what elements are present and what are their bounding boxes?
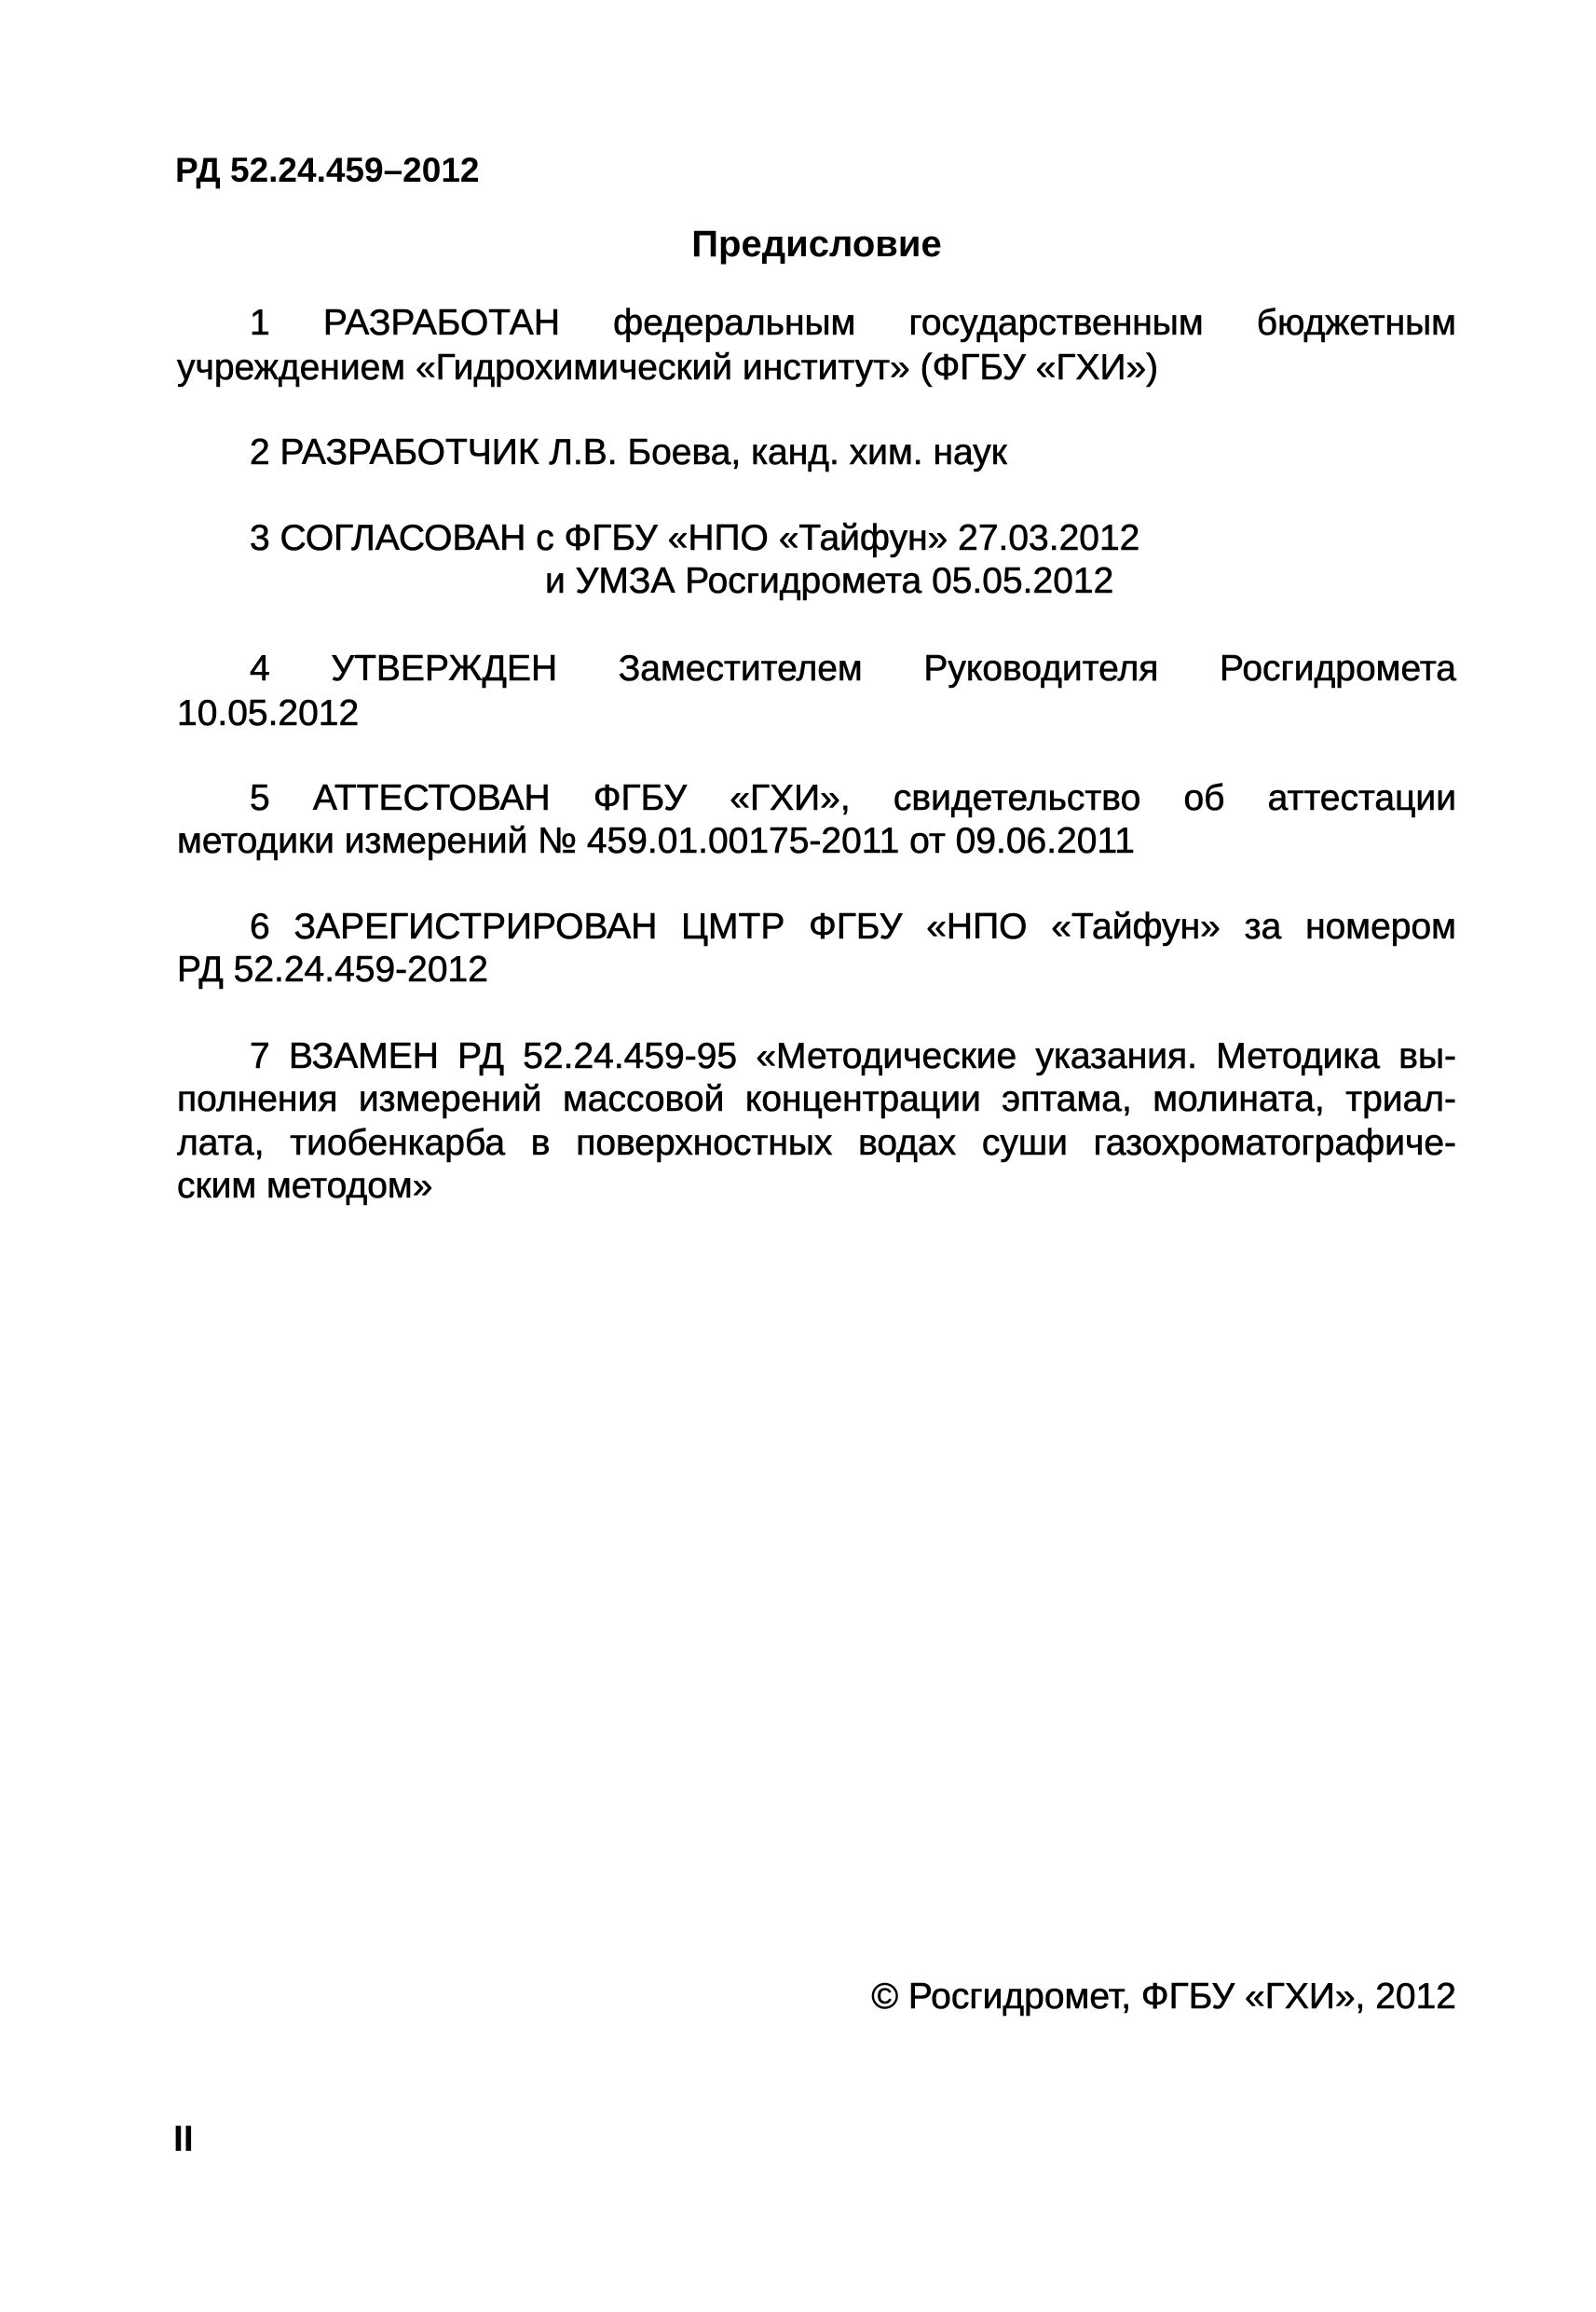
foreword-line: 6 ЗАРЕГИСТРИРОВАН ЦМТР ФГБУ «НПО «Тайфун» за номером [250, 907, 1456, 947]
page-number: II [173, 2119, 194, 2159]
foreword-line: и УМЗА Росгидромета 05.05.2012 [545, 561, 1114, 601]
foreword-line: полнения измерений массовой концентрации эптама, молината, триал- [177, 1079, 1456, 1119]
foreword-line: ским методом» [177, 1166, 433, 1206]
foreword-line: 5 АТТЕСТОВАН ФГБУ «ГХИ», свидетельство об аттестации [250, 778, 1456, 818]
foreword-line: 1 РАЗРАБОТАН федеральным государственным бюджетным [250, 303, 1456, 343]
foreword-line: 3 СОГЛАСОВАН с ФГБУ «НПО «Тайфун» 27.03.2012 [250, 518, 1140, 558]
foreword-line: учреждением «Гидрохимический институт» (ФГБУ «ГХИ») [177, 348, 1159, 388]
foreword-line: 10.05.2012 [177, 693, 360, 733]
page-title: Предисловие [691, 224, 942, 265]
foreword-line: 2 РАЗРАБОТЧИК Л.В. Боева, канд. хим. наук [250, 432, 1007, 472]
foreword-line: 4 УТВЕРЖДЕН Заместителем Руководителя Росгидромета [250, 649, 1456, 689]
foreword-line: РД 52.24.459-2012 [177, 950, 488, 990]
foreword-line: 7 ВЗАМЕН РД 52.24.459-95 «Методические указания. Методика вы- [250, 1036, 1456, 1076]
foreword-line: лата, тиобенкарба в поверхностных водах суши газохроматографиче- [177, 1123, 1456, 1163]
document-code: РД 52.24.459–2012 [175, 151, 480, 189]
foreword-line: методики измерений № 459.01.00175-2011 от 09.06.2011 [177, 821, 1135, 861]
copyright-notice: © Росгидромет, ФГБУ «ГХИ», 2012 [871, 1977, 1456, 2017]
